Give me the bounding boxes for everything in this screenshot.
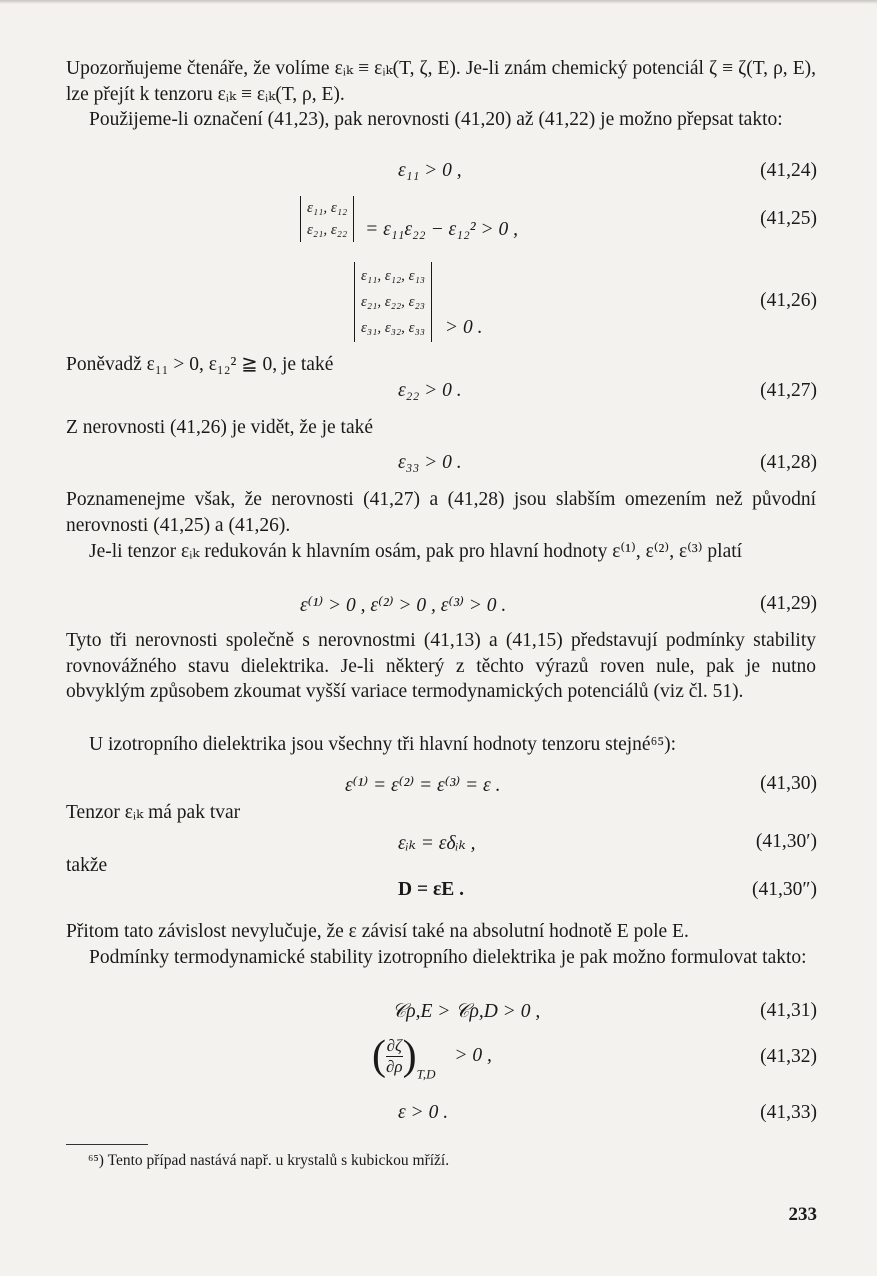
equation-41-32 <box>372 1032 492 1082</box>
equation-41-29: ε⁽¹⁾ > 0 , ε⁽²⁾ > 0 , ε⁽³⁾ > 0 . <box>300 595 507 616</box>
partial-derivative-fraction <box>386 1036 403 1077</box>
paragraph-5: Poznamenejme však, že nerovnosti (41,27) a (41,28) jsou slabším omezením než původní nerovnosti (41,25) a (41,26). <box>66 489 816 536</box>
paragraph-7: Tyto tři nerovnosti společně s nerovnostmi (41,13) a (41,15) představují podmínky stability rovnovážného stavu dielektrika. Je-li některý z těchto výrazů roven nule, pak je nutno obvyklým způsobem zkoumat vyšší variace termodynamických potenciálů (viz čl. 51). <box>66 630 816 702</box>
derivative-subscript: T,D <box>416 1066 436 1082</box>
det3-row-2: ε₂₁, ε₂₂, ε₂₃ <box>361 294 426 310</box>
equation-41-26 <box>354 262 482 342</box>
paragraph-3: Poněvadž ε₁₁ > 0, ε₁₂² ≧ 0, je také <box>66 354 334 375</box>
det2-rhs: = ε₁₁ε₂₂ − ε₁₂² > 0 , <box>365 218 518 240</box>
equation-number-41-31: (41,31) <box>760 1000 817 1021</box>
paragraph-11: Přitom tato závislost nevylučuje, že ε závisí také na absolutní hodnotě E pole E. <box>66 921 689 942</box>
det2-row-2: ε₂₁, ε₂₂ <box>307 222 348 238</box>
det3-row-1: ε₁₁, ε₁₂, ε₁₃ <box>361 268 426 284</box>
equation-41-28: ε₃₃ > 0 . <box>398 452 462 473</box>
paragraph-12: Podmínky termodynamické stability izotropního dielektrika je pak možno formulovat takto: <box>89 947 807 968</box>
equation-number-41-29: (41,29) <box>760 593 817 614</box>
footnote-rule <box>66 1144 148 1145</box>
equation-number-41-28: (41,28) <box>760 452 817 473</box>
page-number: 233 <box>788 1204 817 1225</box>
det3-row-3: ε₃₁, ε₃₂, ε₃₃ <box>361 320 426 336</box>
paragraph-2: Použijeme-li označení (41,23), pak nerovnosti (41,20) až (41,22) je možno přepsat takto: <box>89 109 783 130</box>
equation-41-30-double-prime: D = εE . <box>398 879 465 900</box>
det3-rhs: > 0 . <box>444 316 483 338</box>
equation-number-41-30-double-prime: (41,30″) <box>752 879 817 900</box>
equation-number-41-24: (41,24) <box>760 160 817 181</box>
right-paren: ) <box>402 1033 417 1079</box>
det2-row-1: ε₁₁, ε₁₂ <box>307 200 348 216</box>
equation-41-27: ε₂₂ > 0 . <box>398 380 462 401</box>
equation-41-25 <box>300 196 518 242</box>
determinant-3x3 <box>354 262 432 342</box>
equation-41-31: 𝒞ρ,E > 𝒞ρ,D > 0 , <box>392 1001 541 1022</box>
page-edge-shadow <box>0 0 877 4</box>
derivative-rhs: > 0 , <box>454 1045 492 1066</box>
paragraph-6: Je-li tenzor εᵢₖ redukován k hlavním osám, pak pro hlavní hodnoty ε⁽¹⁾, ε⁽²⁾, ε⁽³⁾ platí <box>89 541 743 562</box>
equation-number-41-30-prime: (41,30′) <box>755 831 817 852</box>
equation-41-33: ε > 0 . <box>398 1102 449 1123</box>
equation-41-30-prime: εᵢₖ = εδᵢₖ , <box>398 833 476 854</box>
footnote-65: ⁶⁵) Tento případ nastává např. u krystalů s kubickou mříží. <box>88 1152 450 1169</box>
equation-41-30: ε⁽¹⁾ = ε⁽²⁾ = ε⁽³⁾ = ε . <box>345 775 501 796</box>
determinant-2x2 <box>300 196 354 242</box>
paragraph-1: Upozorňujeme čtenáře, že volíme εᵢₖ ≡ εᵢₖ(T, ζ, E). Je-li znám chemický potenciál ζ ≡ ζ(T, ρ, E), lze přejít k tenzoru εᵢₖ ≡ εᵢₖ(T, ρ, E). <box>66 58 816 105</box>
equation-number-41-32: (41,32) <box>760 1046 817 1067</box>
equation-number-41-33: (41,33) <box>760 1102 817 1123</box>
left-paren: ( <box>372 1033 386 1079</box>
fraction-numerator: ∂ζ <box>386 1035 402 1055</box>
paragraph-8: U izotropního dielektrika jsou všechny tři hlavní hodnoty tenzoru stejné⁶⁵): <box>89 734 677 755</box>
fraction-denominator: ∂ρ <box>386 1056 403 1076</box>
equation-number-41-30: (41,30) <box>760 773 817 794</box>
paragraph-9: Tenzor εᵢₖ má pak tvar <box>66 802 241 823</box>
equation-number-41-25: (41,25) <box>760 208 817 229</box>
equation-number-41-27: (41,27) <box>760 380 817 401</box>
paragraph-4: Z nerovnosti (41,26) je vidět, že je také <box>66 417 374 438</box>
paragraph-10: takže <box>66 855 108 876</box>
equation-number-41-26: (41,26) <box>760 290 817 311</box>
equation-41-24: ε₁₁ > 0 , <box>398 160 462 181</box>
